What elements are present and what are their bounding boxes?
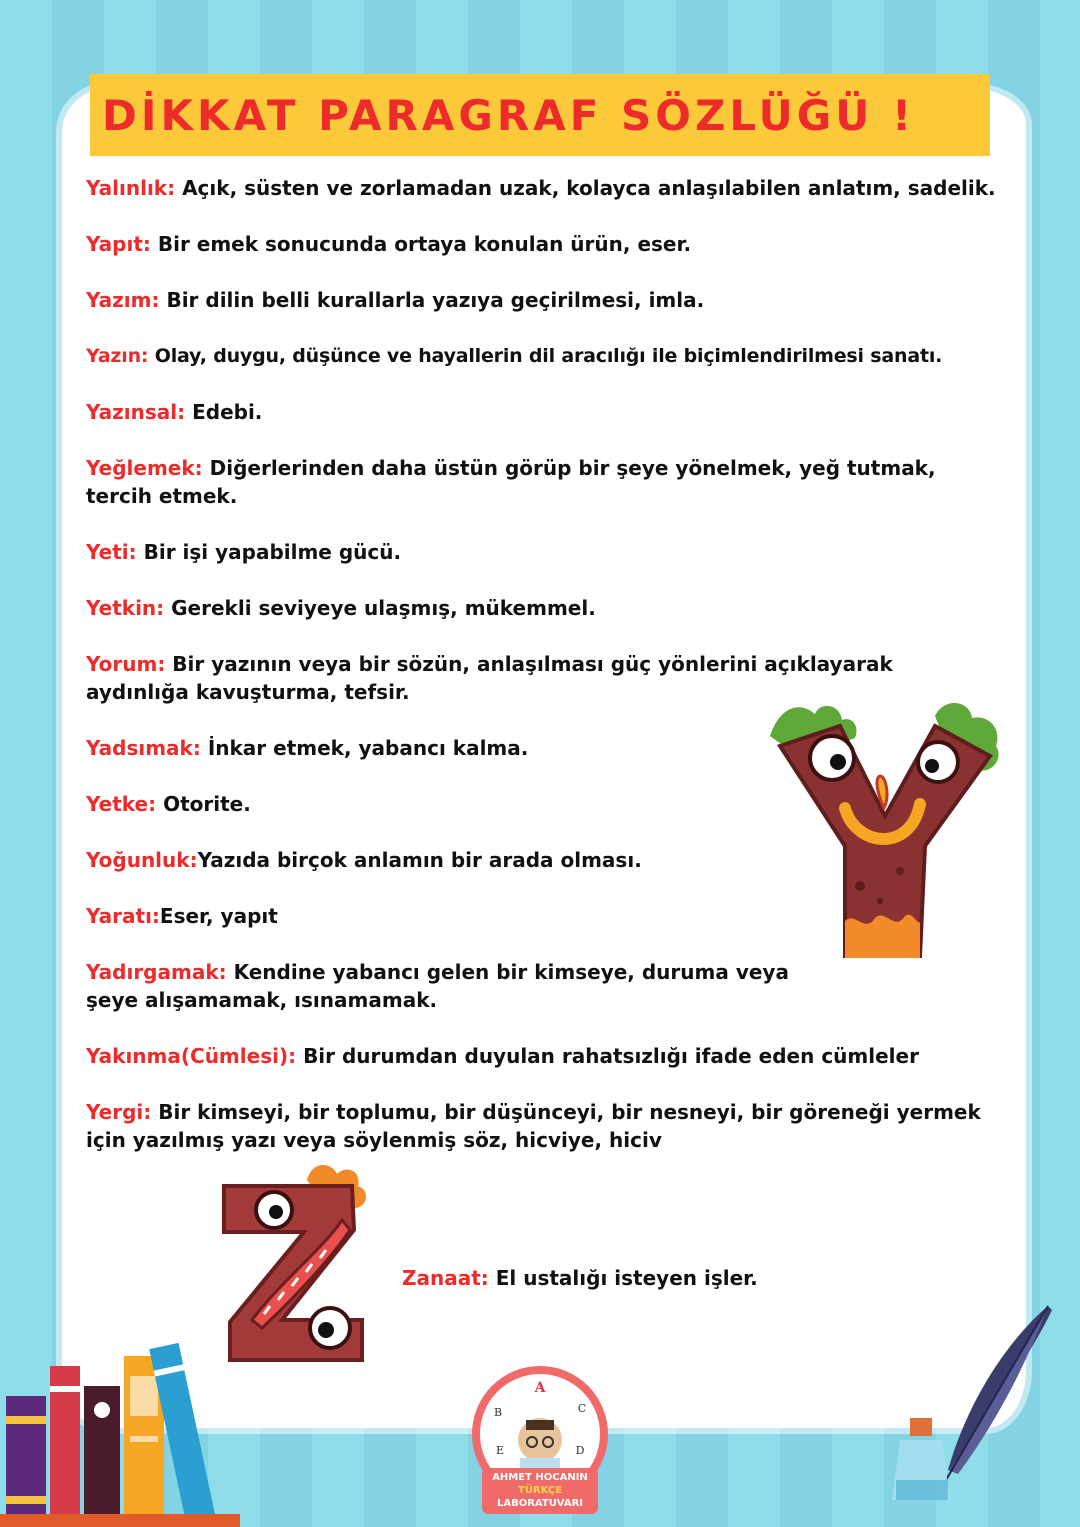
entry-definition: Otorite. — [163, 792, 251, 816]
entry-definition: Açık, süsten ve zorlamadan uzak, kolayca anlaşılabilen anlatım, sadelik. — [182, 176, 996, 200]
entry-zanaat — [402, 1264, 922, 1292]
entry-yeglemek — [86, 454, 956, 510]
entry-yeti — [86, 538, 1006, 566]
entry-yogunluk — [86, 846, 746, 874]
logo-letter-d: D — [575, 1444, 585, 1457]
entry-term: Yorum: — [86, 652, 173, 676]
entry-yadirgamak — [86, 958, 806, 1014]
entry-definition: Bir emek sonucunda ortaya konulan ürün, eser. — [157, 232, 692, 256]
books-illustration — [0, 1336, 240, 1527]
logo-letter-a: A — [534, 1380, 546, 1396]
entry-definition: Diğerlerinden daha üstün görüp bir şeye yönelmek, yeğ tutmak, tercih etmek. — [86, 456, 936, 508]
entry-yakinma — [86, 1042, 1006, 1070]
entry-definition: Bir yazının veya bir sözün, anlaşılması güç yönlerini açıklayarak aydınlığa kavuşturma, tefsir. — [86, 652, 893, 704]
entry-definition: El ustalığı isteyen işler. — [495, 1266, 758, 1290]
entry-definition: Olay, duygu, düşünce ve hayallerin dil aracılığı ile biçimlendirilmesi sanatı. — [154, 345, 943, 367]
entry-term: Yetkin: — [86, 596, 172, 620]
page-title: DİKKAT PARAGRAF SÖZLÜĞÜ ! — [102, 90, 916, 140]
logo-line-3: LABORATUVARI — [496, 1498, 584, 1509]
entry-definition: Yazıda birçok anlamın bir arada olması. — [197, 848, 642, 872]
entry-term: Yadırgamak: — [86, 960, 234, 984]
logo-line-1: AHMET HOCANIN — [492, 1472, 588, 1483]
entry-yapit — [86, 230, 1006, 258]
entry-term: Yadsımak: — [86, 736, 208, 760]
entry-term: Yoğunluk: — [86, 848, 198, 872]
entry-yazin — [86, 342, 1016, 370]
entry-yarati — [86, 902, 746, 930]
quill-ink-illustration — [888, 1300, 1058, 1527]
entry-term: Yeğlemek: — [86, 456, 210, 480]
logo-letter-c: C — [577, 1402, 587, 1415]
entry-term: Yazım: — [86, 288, 167, 312]
entry-term: Yakınma(Cümlesi): — [86, 1044, 304, 1068]
ahmet-hoca-logo — [468, 1362, 612, 1517]
entry-definition: Bir işi yapabilme gücü. — [143, 540, 402, 564]
entry-yazinsal — [86, 398, 1006, 426]
logo-line-2: TÜRKÇE — [517, 1485, 563, 1496]
entry-definition: Eser, yapıt — [159, 904, 278, 928]
entry-definition: İnkar etmek, yabancı kalma. — [207, 736, 529, 760]
entry-term: Yetke: — [86, 792, 164, 816]
entry-term: Yazınsal: — [86, 400, 193, 424]
entry-definition: Kendine yabancı gelen bir kimseye, duruma veya şeye alışamamak, ısınamamak. — [86, 960, 789, 1012]
entry-term: Yergi: — [86, 1100, 159, 1124]
entry-definition: Bir kimseyi, bir toplumu, bir düşünceyi, bir nesneyi, bir göreneği yermek için yazılmış yazı veya söylenmiş söz, hicviye, hiciv — [86, 1100, 981, 1152]
entry-term: Zanaat: — [402, 1266, 496, 1290]
entry-term: Yalınlık: — [86, 176, 183, 200]
entry-yazim — [86, 286, 1006, 314]
entry-yetke — [86, 790, 746, 818]
logo-letter-e: E — [495, 1444, 505, 1457]
entry-term: Yapıt: — [86, 232, 158, 256]
entry-term: Yeti: — [86, 540, 144, 564]
entry-yalinlik — [86, 174, 1006, 202]
entry-term: Yazın: — [86, 345, 155, 367]
entry-term: Yaratı: — [86, 904, 160, 928]
entry-yetkin — [86, 594, 1006, 622]
entry-yergi — [86, 1098, 986, 1154]
y-letter-monster-illustration — [760, 696, 1010, 976]
logo-letter-b: B — [493, 1406, 503, 1419]
entry-definition: Bir durumdan duyulan rahatsızlığı ifade eden cümleler — [303, 1044, 919, 1068]
entry-yadsimak — [86, 734, 746, 762]
entry-definition: Gerekli seviyeye ulaşmış, mükemmel. — [171, 596, 596, 620]
entry-definition: Bir dilin belli kurallarla yazıya geçirilmesi, imla. — [166, 288, 705, 312]
title-banner — [90, 74, 990, 156]
entry-definition: Edebi. — [192, 400, 263, 424]
